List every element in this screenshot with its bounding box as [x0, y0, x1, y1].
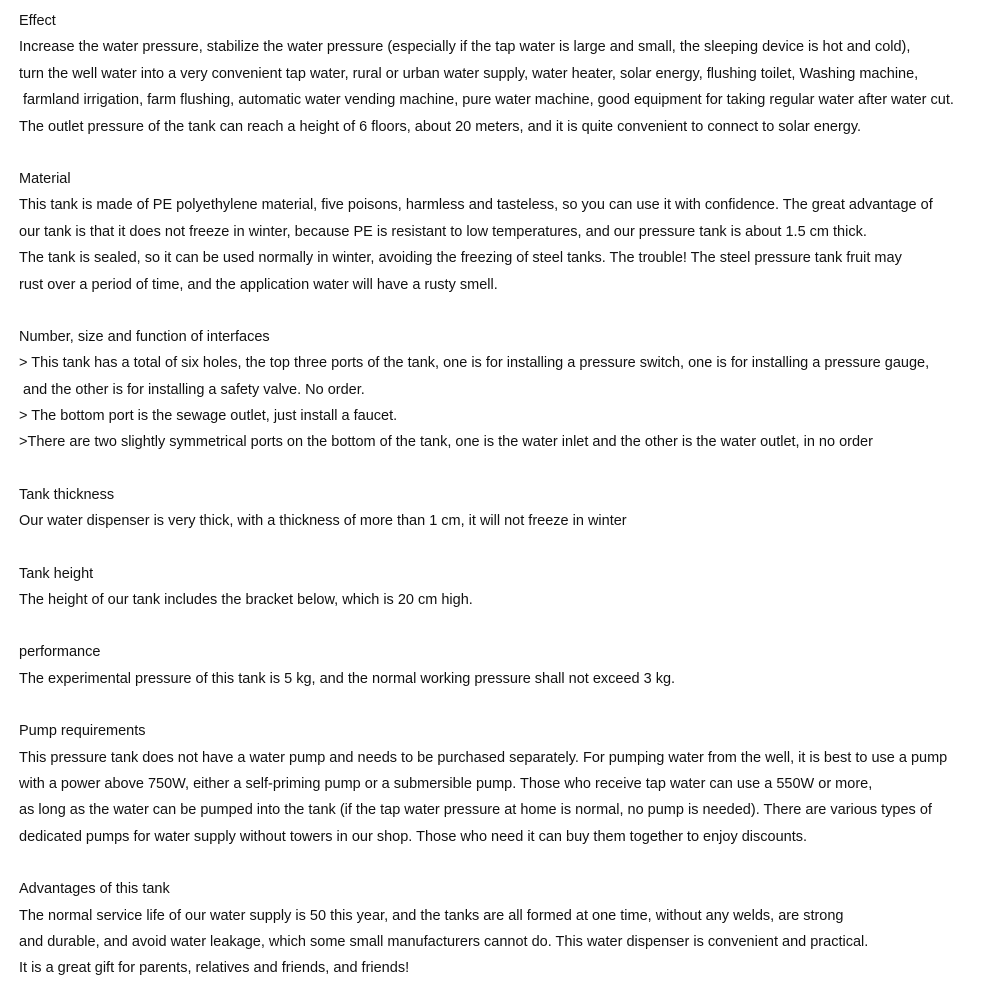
text-line: The tank is sealed, so it can be used normally in winter, avoiding the freezing of steel tanks. The trouble! The steel pressure tank fruit may: [19, 250, 902, 267]
section-interfaces: [19, 324, 999, 456]
text-line: our tank is that it does not freeze in winter, because PE is resistant to low temperatures, and our pressure tank is about 1.5 cm thick.: [19, 223, 867, 240]
text-line: This tank is made of PE polyethylene material, five poisons, harmless and tasteless, so you can use it with confidence. The great advantage of: [19, 197, 933, 214]
section-tank-thickness: [19, 482, 999, 535]
text-line: > This tank has a total of six holes, the top three ports of the tank, one is for installing a pressure switch, one is for installing a pressure gauge,: [19, 355, 930, 372]
section-heading: Pump requirements: [19, 723, 146, 740]
text-line: with a power above 750W, either a self-priming pump or a submersible pump. Those who receive tap water can use a 550W or more,: [19, 775, 873, 792]
text-line: and durable, and avoid water leakage, which some small manufacturers cannot do. This water dispenser is convenient and practical.: [19, 933, 869, 950]
text-line: >There are two slightly symmetrical ports on the bottom of the tank, one is the water inlet and the other is the water outlet, in no order: [19, 434, 873, 451]
text-line: farmland irrigation, farm flushing, automatic water vending machine, pure water machine, good equipment for taking regular water after water cut.: [19, 92, 954, 109]
text-line: turn the well water into a very convenient tap water, rural or urban water supply, water heater, solar energy, flushing toilet, Washing machine,: [19, 65, 919, 82]
text-line: rust over a period of time, and the application water will have a rusty smell.: [19, 276, 498, 293]
section-heading: Tank height: [19, 565, 94, 582]
text-line: and the other is for installing a safety valve. No order.: [19, 381, 365, 398]
text-line: > The bottom port is the sewage outlet, just install a faucet.: [19, 408, 398, 425]
section-heading: performance: [19, 644, 101, 661]
section-heading: Number, size and function of interfaces: [19, 328, 270, 345]
section-advantages: [19, 876, 999, 982]
text-line: as long as the water can be pumped into the tank (if the tap water pressure at home is normal, no pump is needed). There are various types of: [19, 802, 932, 819]
section-heading: Tank thickness: [19, 486, 115, 503]
section-material: [19, 166, 999, 298]
text-line: Our water dispenser is very thick, with a thickness of more than 1 cm, it will not freeze in winter: [19, 513, 627, 530]
section-tank-height: [19, 561, 999, 614]
text-line: The height of our tank includes the bracket below, which is 20 cm high.: [19, 592, 473, 609]
text-line: Increase the water pressure, stabilize the water pressure (especially if the tap water is large and small, the sleeping device is hot and cold),: [19, 39, 911, 56]
text-line: The outlet pressure of the tank can reach a height of 6 floors, about 20 meters, and it is quite convenient to connect to solar energy.: [19, 118, 862, 135]
section-pump-requirements: [19, 718, 999, 850]
section-performance: [19, 639, 999, 692]
text-line: The experimental pressure of this tank is 5 kg, and the normal working pressure shall not exceed 3 kg.: [19, 670, 676, 687]
section-heading: Advantages of this tank: [19, 881, 170, 898]
text-line: This pressure tank does not have a water pump and needs to be purchased separately. For pumping water from the well, it is best to use a pump: [19, 749, 948, 766]
section-effect: [19, 8, 999, 140]
text-line: It is a great gift for parents, relatives and friends, and friends!: [19, 960, 410, 977]
section-heading: Effect: [19, 13, 56, 29]
text-line: The normal service life of our water supply is 50 this year, and the tanks are all formed at one time, without any welds, are strong: [19, 907, 844, 924]
product-description: [19, 8, 999, 1008]
text-line: dedicated pumps for water supply without towers in our shop. Those who need it can buy them together to enjoy discounts.: [19, 828, 808, 845]
section-heading: Material: [19, 170, 71, 187]
